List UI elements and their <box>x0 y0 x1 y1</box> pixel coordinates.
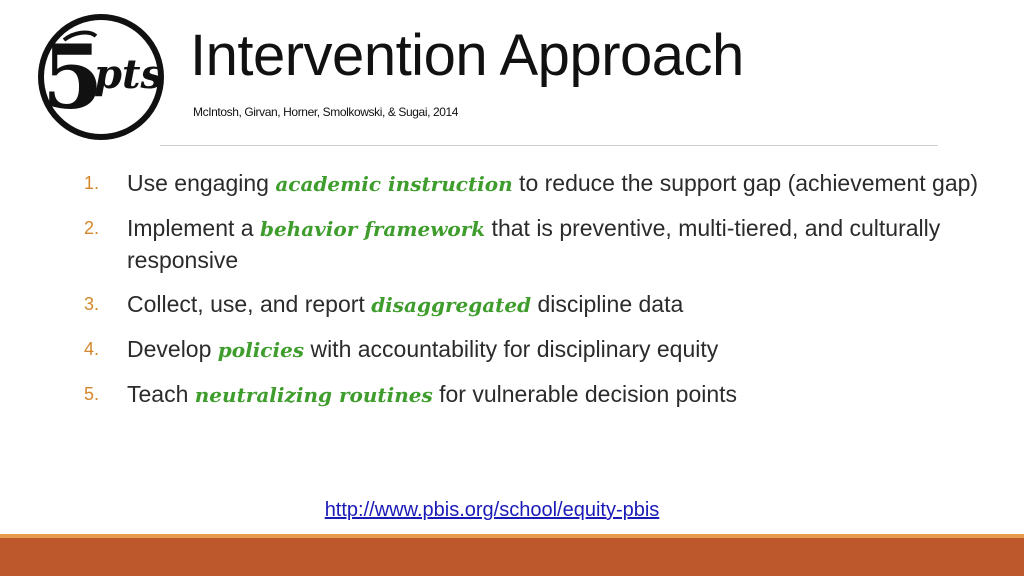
item-highlight: disaggregated <box>371 293 532 317</box>
page-title: Intervention Approach <box>190 23 744 88</box>
item-text: to reduce the support gap (achievement gap) <box>512 170 979 196</box>
list-number: 5. <box>84 384 100 404</box>
item-text: Implement a <box>127 215 260 241</box>
item-text: for vulnerable decision points <box>432 381 738 407</box>
item-text: Teach <box>127 381 195 407</box>
list-item <box>84 168 994 200</box>
logo-graphic <box>34 10 168 144</box>
list-number: 3. <box>84 294 100 314</box>
list-item <box>84 379 994 411</box>
5pts-logo <box>34 10 168 144</box>
item-text: with accountability for disciplinary equity <box>304 336 719 362</box>
list-number: 2. <box>84 218 100 238</box>
logo-digit: 5 <box>42 25 104 129</box>
list-number: 4. <box>84 339 100 359</box>
header-divider <box>160 145 938 146</box>
item-highlight: neutralizing routines <box>194 383 433 407</box>
list-number: 1. <box>84 173 100 193</box>
item-highlight: behavior framework <box>259 217 486 241</box>
list-item <box>84 213 994 276</box>
item-text: that is preventive, multi-tiered, and culturally responsive <box>127 215 941 273</box>
list-item <box>84 289 994 321</box>
pbis-equity-link[interactable]: http://www.pbis.org/school/equity-pbis <box>324 499 660 521</box>
footer-bar-bottom <box>0 538 1024 576</box>
item-text: Develop <box>127 336 218 362</box>
intervention-list <box>84 168 994 424</box>
item-text: Collect, use, and report <box>127 291 372 317</box>
item-text: discipline data <box>531 291 684 317</box>
citation-subtitle: McIntosh, Girvan, Horner, Smolkowski, & Sugai, 2014 <box>193 105 459 119</box>
list-item <box>84 334 994 366</box>
item-highlight: academic instruction <box>275 172 513 196</box>
logo-text: pts <box>94 51 163 98</box>
item-highlight: policies <box>217 338 305 362</box>
item-text: Use engaging <box>127 170 276 196</box>
